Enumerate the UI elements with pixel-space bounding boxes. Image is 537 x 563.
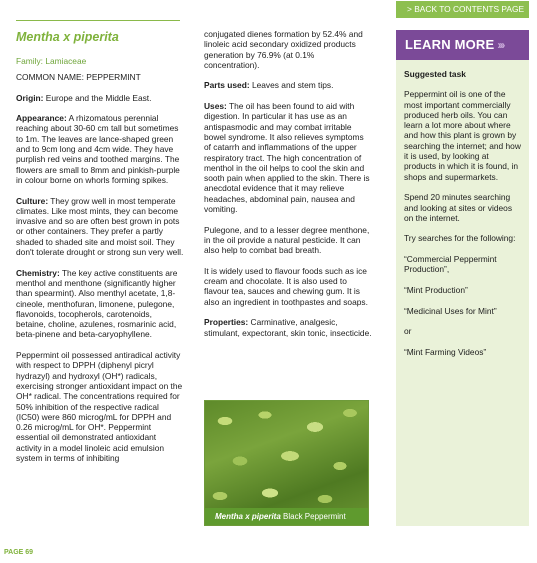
search-suggestion-commercial: “Commercial Peppermint Production”, — [404, 254, 497, 275]
photo-caption-common: Black Peppermint — [280, 512, 346, 521]
pulegone-paragraph: Pulegone, and to a lesser degree menthone, in the oil provide a natural pesticide. It can also help to combat bad breath. — [204, 224, 370, 256]
search-suggestion-medicinal: “Medicinal Uses for Mint” — [404, 305, 497, 316]
continuation-paragraph: conjugated dienes formation by 52.4% and linoleic acid secondary oxidized products generation by 76.9% (at 0.1% concentration). — [204, 29, 363, 70]
chevrons-right-icon: ››› — [497, 38, 504, 52]
properties-paragraph — [204, 317, 372, 338]
main-column-right — [204, 29, 372, 348]
sidebar-paragraph-try: Try searches for the following: — [404, 233, 516, 244]
chemistry-paragraph — [16, 268, 184, 340]
plant-family: Family: Lamiaceae — [16, 56, 87, 66]
parts-label: Parts used: — [204, 80, 250, 91]
sidebar-body — [396, 60, 529, 357]
origin-text: Europe and the Middle East. — [43, 92, 152, 103]
parts-paragraph — [204, 80, 372, 90]
search-suggestion-videos: “Mint Farming Videos” — [404, 346, 487, 357]
appearance-text: A rhizomatous perennial reaching about 30-60 cm tall but sometimes to 1m. The leaves are lance-shaped green and to 9cm long and 4cm wide. They have purplish red veins and toothed margins. The flowers are small to 8mm and pinkish-purple in colour borne on whorls forming spikes. — [16, 113, 180, 185]
sidebar-paragraph-intro: Peppermint oil is one of the most important commercially produced herb oils. You can learn a lot more about where and how this plant is grown by searching the internet; and how it is used, by looking at products in which it is found, in shops and supermarkets. — [404, 89, 521, 182]
top-divider — [16, 20, 180, 21]
plant-title: Mentha x piperita — [16, 30, 119, 44]
appearance-paragraph — [16, 113, 184, 185]
culture-paragraph — [16, 196, 184, 258]
main-column-left — [16, 30, 184, 474]
learn-more-heading: LEARN MORE — [405, 37, 495, 52]
flavour-paragraph: It is widely used to flavour foods such as ice cream and chocolate. It is also used to flavour tea, sauces and chewing gum. It is also an ingredient in toothpastes and soaps. — [204, 265, 368, 307]
uses-text: The oil has been found to aid with digestion. In particular it has use as an antispasmodic and may combat irritable bowel syndrome. It also relieves symptoms of catarrh and inflammations of the upper respiratory tract. The high concentration of menthol in the oil helps to cool the skin and sooth pain when applied to the skin. There is anecdotal evidence that it may relieve headaches, abdominal pain, nausea and vomiting. — [204, 101, 370, 215]
common-name: COMMON NAME: PEPPERMINT — [16, 72, 141, 83]
peppermint-photo — [204, 400, 369, 526]
chemistry-text: The key active constituents are menthol and menthone (significantly higher than spearmint). Also menthyl acetate, 1,8-cineole, menthofuran, limonene, pulegone, flavonoids, tocopherols, carotenoids, betaine, choline, azulenes, rosmarinic acid, beta-pinene and beta-caryophyllene. — [16, 267, 178, 340]
antiradical-paragraph: Peppermint oil possessed antiradical activity with respect to DPPH (diphenyl picryl hydrazyl) and hydroxyl (OH*) radicals, exercising stronger antioxidant impact on the OH* radical. The concentrations required for 50% inhibition of the respective radical (IC50) were 860 microg/mL for DPPH and 0.26 microg/mL for OH*. Peppermint essential oil demonstrated antioxidant activity in a model linoleic acid emulsion system in terms of inhibiting — [16, 350, 183, 463]
learn-more-header — [396, 30, 529, 60]
learn-more-sidebar — [396, 30, 529, 526]
or-separator: or — [404, 326, 412, 337]
sidebar-paragraph-time: Spend 20 minutes searching and looking at sites or videos on the internet. — [404, 192, 513, 223]
search-suggestion-production: “Mint Production” — [404, 284, 468, 295]
uses-paragraph — [204, 101, 372, 214]
photo-caption — [205, 508, 368, 525]
back-to-contents-button[interactable]: > BACK TO CONTENTS PAGE — [396, 1, 529, 18]
origin-paragraph — [16, 93, 184, 103]
origin-label: Origin: — [16, 92, 44, 103]
page-number: PAGE 69 — [4, 549, 34, 556]
appearance-label: Appearance: — [16, 113, 67, 124]
uses-label: Uses: — [204, 101, 227, 112]
culture-text: They grow well in most temperate climates. Like most mints, they can become invasive and so are often best grown in pots or other containers. They prefer a partly shaded to shaded site and moist soil. They don't tolerate drought or strong sun very well. — [16, 195, 184, 258]
parts-text: Leaves and stem tips. — [249, 80, 334, 91]
properties-label: Properties: — [204, 317, 249, 328]
photo-caption-species: Mentha x piperita — [215, 512, 281, 521]
chemistry-label: Chemistry: — [16, 267, 60, 278]
properties-text: Carminative, analgesic, stimulant, expectorant, skin tonic, insecticide. — [204, 317, 372, 338]
suggested-task-title: Suggested task — [404, 69, 466, 79]
culture-label: Culture: — [16, 195, 49, 206]
